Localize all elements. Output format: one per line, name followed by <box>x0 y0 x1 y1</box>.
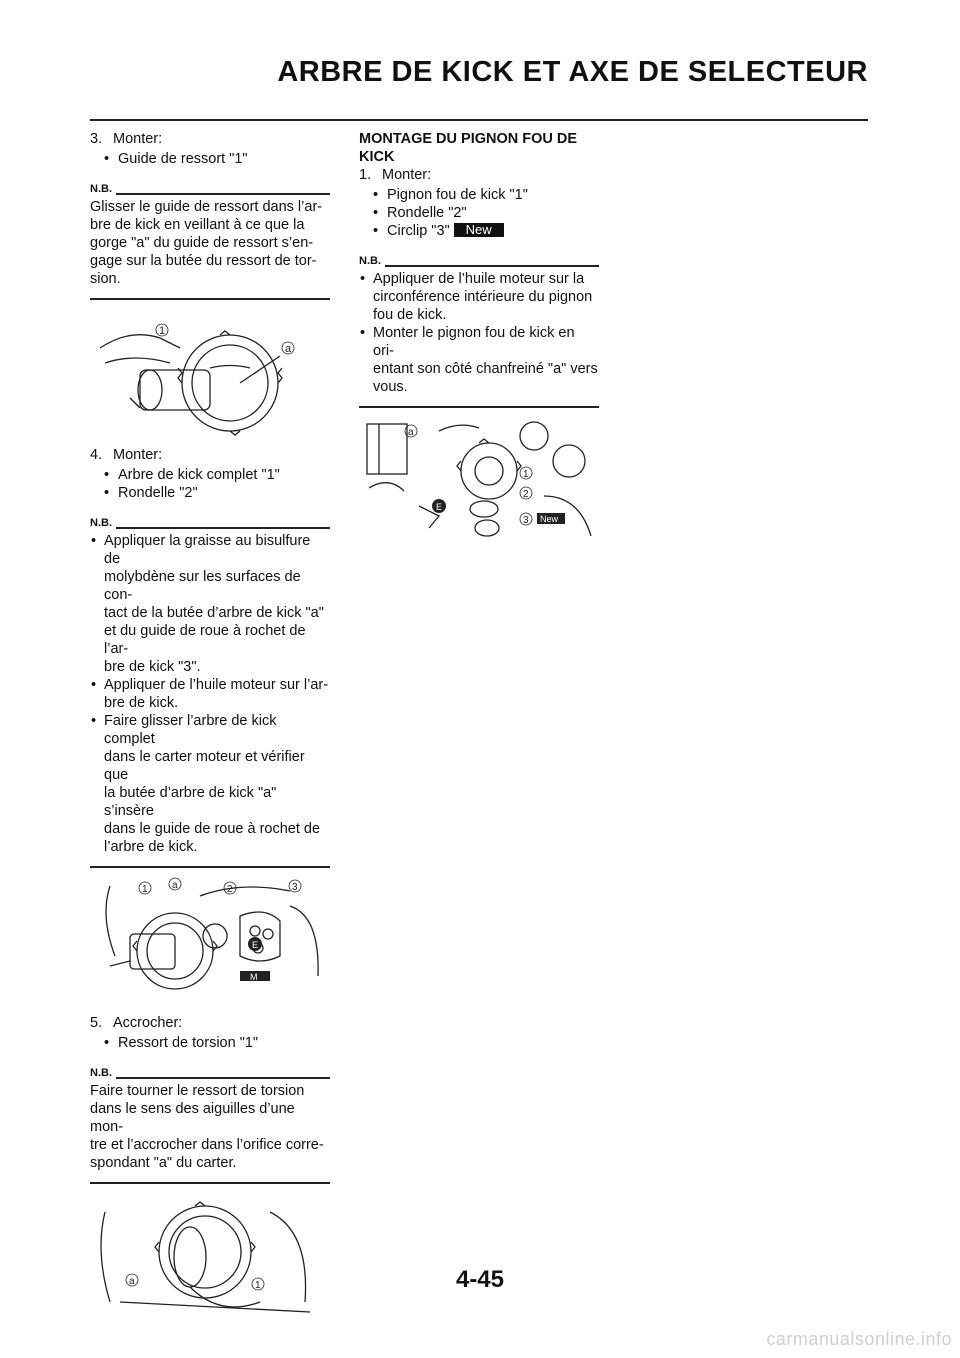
step-label: Accrocher: <box>113 1015 183 1031</box>
callout-label: a <box>408 427 414 438</box>
bullet-item: • Rondelle "2" <box>90 484 330 502</box>
bullet-item: • Circlip "3" New <box>359 222 599 240</box>
callout-label: a <box>285 343 292 355</box>
nb-heading <box>90 514 330 532</box>
step-3 <box>90 130 330 148</box>
nb-end-rule <box>90 1182 330 1184</box>
nb-list <box>90 532 330 856</box>
nb-text <box>90 198 330 288</box>
nb-line: sion. <box>90 271 121 287</box>
nb-bullet: • Appliquer de l’huile moteur sur la circonférence intérieure du pignon fou de kick. <box>359 270 599 324</box>
step-number: 4. <box>90 447 103 463</box>
nb-line: Faire tourner le ressort de torsion <box>90 1083 305 1099</box>
callout-label: a <box>172 880 178 891</box>
nb-list <box>359 270 599 396</box>
callout-label: 1 <box>523 469 529 480</box>
nb-line: bre de kick en veillant à ce que la <box>90 217 305 233</box>
callout-label: 1 <box>142 884 148 895</box>
nb-end-rule <box>359 406 599 408</box>
idle-gear-illustration <box>359 416 599 546</box>
nb-label: N.B. <box>359 255 381 267</box>
torsion-spring-illustration <box>90 1192 330 1322</box>
page-title: ARBRE DE KICK ET AXE DE SELECTEUR <box>277 56 868 88</box>
nb-end-rule <box>90 298 330 300</box>
callout-label: a <box>129 1276 135 1287</box>
nb-line: dans le sens des aiguilles d’une mon- <box>90 1101 295 1135</box>
bullet-item: • Guide de ressort "1" <box>90 150 330 168</box>
nb-line: gorge "a" du guide de ressort s’en- <box>90 235 314 251</box>
nb-bullet: • Appliquer la graisse au bisulfure de molybdène sur les surfaces de con- tact de la butée d’arbre de kick "a" et du guide de roue à rochet de l’ar- bre de kick "3". <box>90 532 330 676</box>
right-column <box>359 130 599 546</box>
step-number: 5. <box>90 1015 103 1031</box>
nb-line: tre et l’accrocher dans l’orifice corre- <box>90 1137 324 1153</box>
callout-label: 3 <box>292 882 298 893</box>
step-1 <box>359 166 599 184</box>
new-part-badge: New <box>540 514 559 524</box>
new-part-badge: New <box>454 223 504 237</box>
nb-line: gage sur la butée du ressort de tor- <box>90 253 317 269</box>
step-label: Monter: <box>113 131 163 147</box>
step-number: 3. <box>90 131 103 147</box>
nb-line: spondant "a" du carter. <box>90 1155 237 1171</box>
callout-label: 2 <box>523 489 529 500</box>
callout-label: 1 <box>159 325 166 337</box>
nb-line: Glisser le guide de ressort dans l’ar- <box>90 199 323 215</box>
nb-label: N.B. <box>90 1067 112 1079</box>
lubricant-e-icon: E <box>252 940 259 950</box>
kick-shaft-illustration <box>90 876 330 1006</box>
lubricant-m-icon: M <box>250 972 258 982</box>
nb-heading <box>90 180 330 198</box>
nb-bullet: • Faire glisser l’arbre de kick complet dans le carter moteur et vérifier que la butée d’arbre de kick "a" s’insère dans le guide de roue à rochet de l’arbre de kick. <box>90 712 330 856</box>
header-rule <box>90 119 868 121</box>
lubricant-e-icon: E <box>436 502 443 512</box>
nb-bullet: • Monter le pignon fou de kick en ori- entant son côté chanfreiné "a" vers vous. <box>359 324 599 396</box>
nb-heading <box>359 252 599 270</box>
callout-label: 3 <box>523 515 529 526</box>
nb-end-rule <box>90 866 330 868</box>
spring-guide-illustration <box>90 308 330 438</box>
step-label: Monter: <box>113 447 163 463</box>
nb-heading <box>90 1064 330 1082</box>
bullet-item: • Arbre de kick complet "1" <box>90 466 330 484</box>
nb-label: N.B. <box>90 183 112 195</box>
nb-text <box>90 1082 330 1172</box>
bullet-item: • Rondelle "2" <box>359 204 599 222</box>
bullet-item: • Ressort de torsion "1" <box>90 1034 330 1052</box>
nb-bullet: • Appliquer de l’huile moteur sur l’ar- bre de kick. <box>90 676 330 712</box>
callout-label: 1 <box>255 1280 261 1291</box>
bullet-item: • Pignon fou de kick "1" <box>359 186 599 204</box>
callout-label: 2 <box>227 884 233 895</box>
step-number: 1. <box>359 167 372 183</box>
step-4 <box>90 446 330 464</box>
nb-label: N.B. <box>90 517 112 529</box>
left-column <box>90 130 330 1322</box>
step-5 <box>90 1014 330 1032</box>
step-label: Monter: <box>382 167 432 183</box>
section-title: MONTAGE DU PIGNON FOU DE KICK <box>359 131 578 165</box>
page-number: 4-45 <box>455 1266 505 1293</box>
source-watermark: carmanualsonline.info <box>766 1329 952 1349</box>
